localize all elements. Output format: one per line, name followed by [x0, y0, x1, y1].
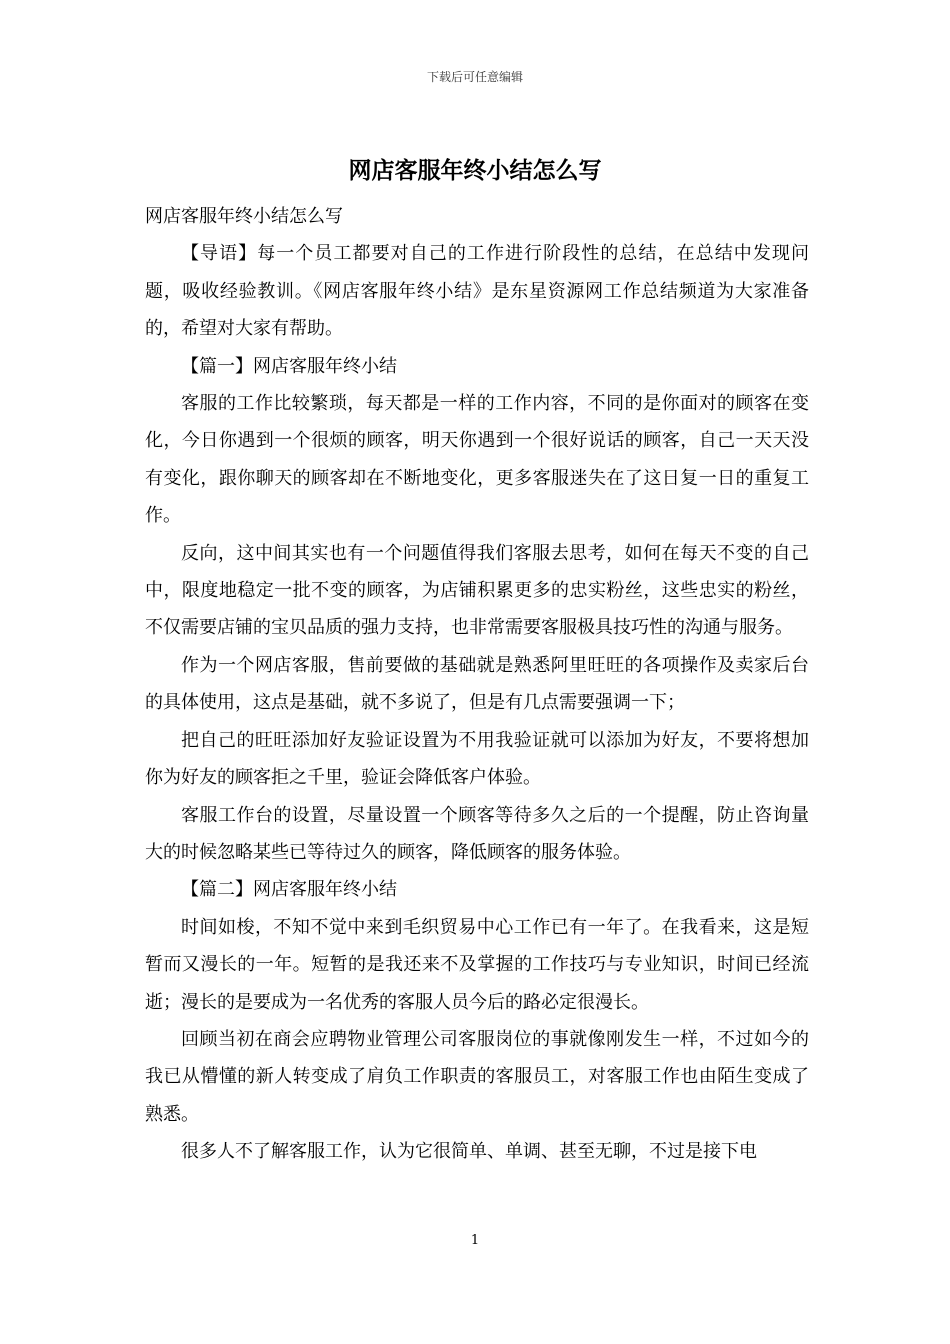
- body-paragraph: 反向，这中间其实也有一个问题值得我们客服去思考，如何在每天不变的自己中，限度地稳定一批不变的顾客，为店铺积累更多的忠实粉丝，这些忠实的粉丝，不仅需要店铺的宝贝品质的强力支持，也非常需要客服极具技巧性的沟通与服务。: [145, 542, 809, 639]
- subtitle-paragraph: 网店客服年终小结怎么写: [145, 206, 343, 227]
- document-title: 网店客服年终小结怎么写: [348, 157, 602, 184]
- intro-paragraph: 【导语】每一个员工都要对自己的工作进行阶段性的总结，在总结中发现问题，吸收经验教训。《网店客服年终小结》是东星资源网工作总结频道为大家准备的，希望对大家有帮助。: [145, 243, 809, 340]
- page-header-note: 下载后可任意编辑: [426, 70, 523, 84]
- body-paragraph: 客服的工作比较繁琐，每天都是一样的工作内容，不同的是你面对的顾客在变化，今日你遇到一个很烦的顾客，明天你遇到一个很好说话的顾客，自己一天天没有变化，跟你聊天的顾客却在不断地变化，更多客服迷失在了这日复一日的重复工作。: [145, 393, 809, 527]
- section-heading: 【篇二】网店客服年终小结: [181, 879, 397, 901]
- page-number: 1: [470, 1233, 480, 1248]
- body-paragraph: 把自己的旺旺添加好友验证设置为不用我验证就可以添加为好友，不要将想加你为好友的顾客拒之千里，验证会降低客户体验。: [145, 729, 809, 789]
- body-paragraph: 时间如梭，不知不觉中来到毛织贸易中心工作已有一年了。在我看来，这是短暂而又漫长的一年。短暂的是我还来不及掌握的工作技巧与专业知识，时间已经流逝；漫长的是要成为一名优秀的客服人员今后的路必定很漫长。: [145, 916, 809, 1013]
- body-paragraph: 作为一个网店客服，售前要做的基础就是熟悉阿里旺旺的各项操作及卖家后台的具体使用，这点是基础，就不多说了，但是有几点需要强调一下；: [145, 654, 809, 714]
- section-heading: 【篇一】网店客服年终小结: [181, 355, 397, 377]
- body-paragraph: 回顾当初在商会应聘物业管理公司客服岗位的事就像刚发生一样，不过如今的我已从懵懂的新人转变成了肩负工作职责的客服员工，对客服工作也由陌生变成了熟悉。: [145, 1028, 809, 1125]
- document-body: [145, 198, 809, 1171]
- body-paragraph: 很多人不了解客服工作，认为它很简单、单调、甚至无聊，不过是接下电: [181, 1141, 757, 1163]
- body-paragraph: 客服工作台的设置，尽量设置一个顾客等待多久之后的一个提醒，防止咨询量大的时候忽略某些已等待过久的顾客，降低顾客的服务体验。: [145, 804, 809, 863]
